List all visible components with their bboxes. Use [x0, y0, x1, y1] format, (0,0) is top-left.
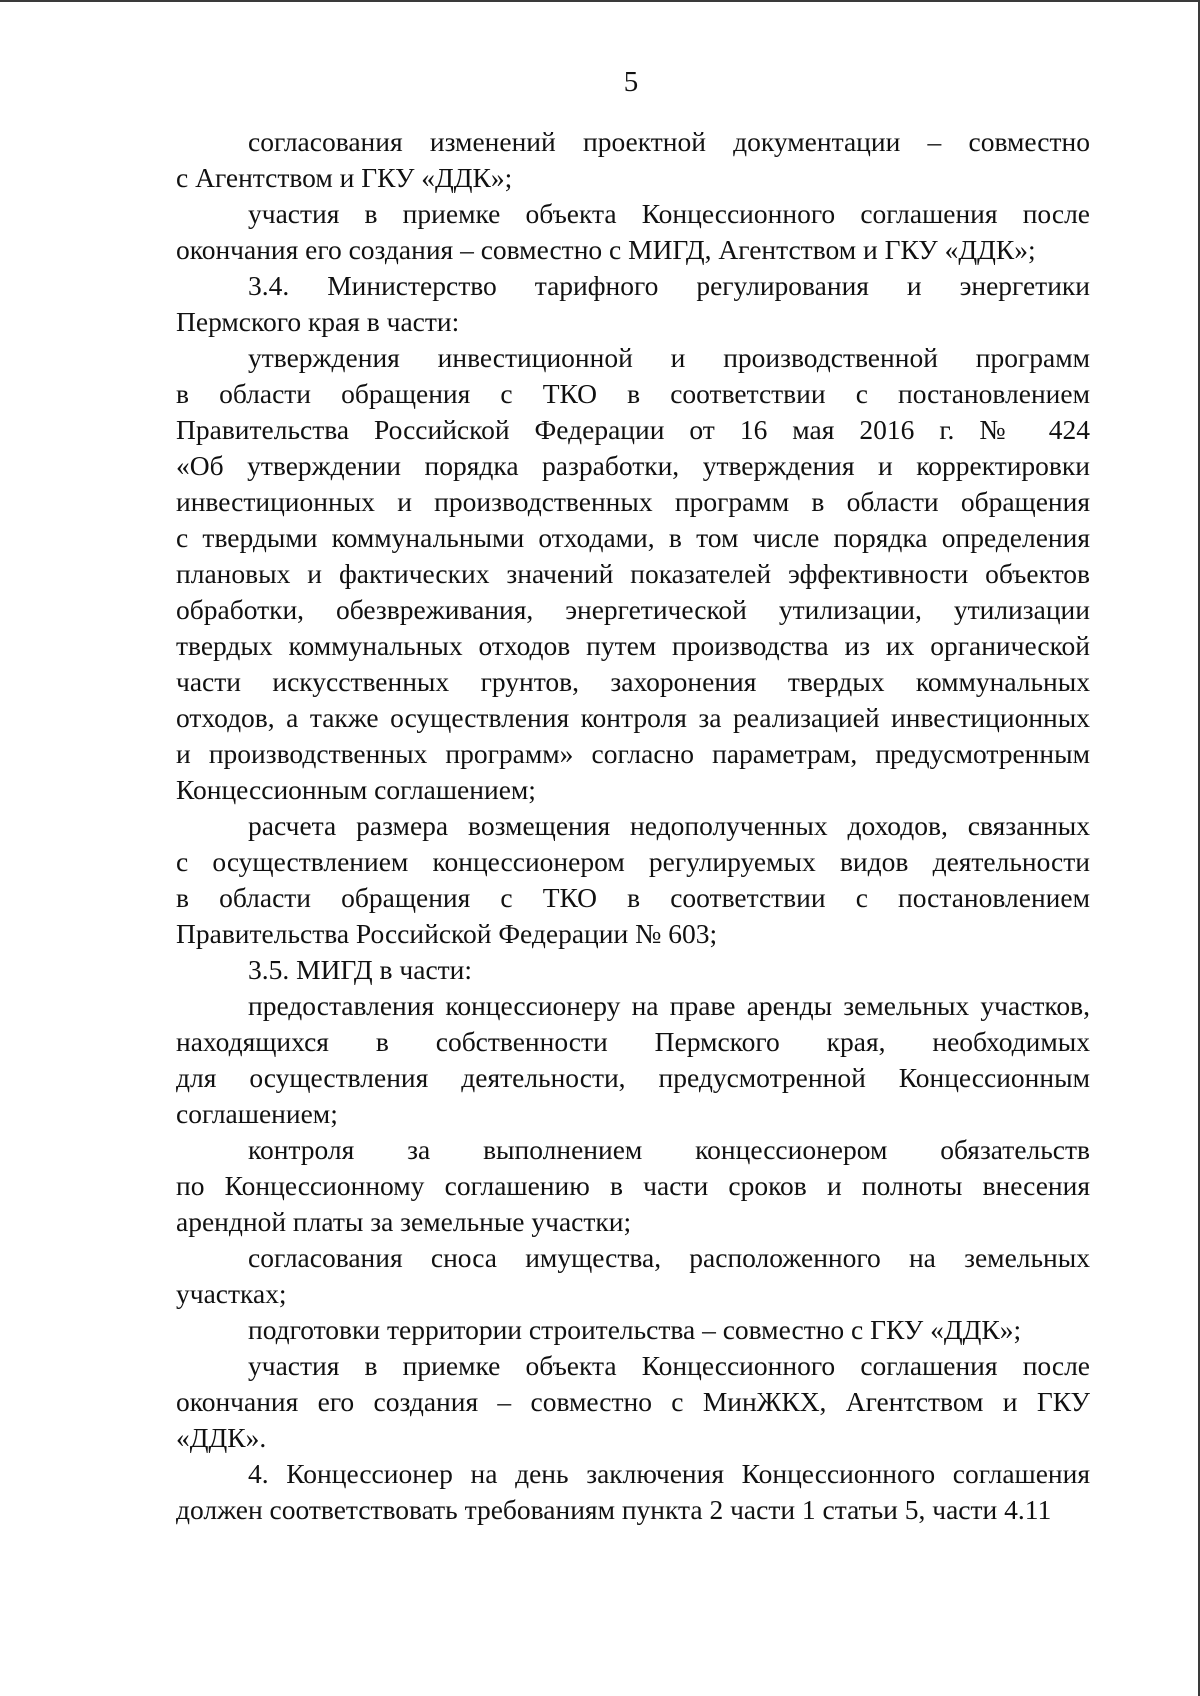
scan-border-top — [0, 0, 1200, 2]
text-line: с осуществлением концессионером регулируемых видов деятельности — [176, 846, 1090, 877]
text-line: участия в приемке объекта Концессионного соглашения после — [248, 1350, 1090, 1381]
text-line: инвестиционных и производственных программ в области обращения — [176, 486, 1090, 517]
text-line: «Об утверждении порядка разработки, утверждения и корректировки — [176, 450, 1090, 481]
text-line: для осуществления деятельности, предусмотренной Концессионным — [176, 1062, 1090, 1093]
text-line: соглашением; — [176, 1098, 338, 1129]
text-line: в области обращения с ТКО в соответствии с постановлением — [176, 378, 1090, 409]
text-line: с твердыми коммунальными отходами, в том числе порядка определения — [176, 522, 1090, 553]
document-body — [176, 124, 1090, 1528]
text-line: окончания его создания – совместно с МинЖКХ, Агентством и ГКУ — [176, 1386, 1090, 1417]
text-line: твердых коммунальных отходов путем производства из их органической — [176, 630, 1090, 661]
paragraph — [176, 1348, 1090, 1456]
paragraph — [176, 1240, 1090, 1312]
text-line: и производственных программ» согласно параметрам, предусмотренным — [176, 738, 1090, 769]
text-line: согласования изменений проектной документации – совместно — [248, 126, 1090, 157]
text-line: должен соответствовать требованиям пункта 2 части 1 статьи 5, части 4.11 — [176, 1494, 1052, 1525]
text-line: отходов, а также осуществления контроля за реализацией инвестиционных — [176, 702, 1090, 733]
paragraph — [176, 988, 1090, 1132]
text-line: части искусственных грунтов, захоронения твердых коммунальных — [176, 666, 1090, 697]
paragraph — [176, 124, 1090, 196]
text-line: участия в приемке объекта Концессионного соглашения после — [248, 198, 1090, 229]
text-line: обработки, обезвреживания, энергетической утилизации, утилизации — [176, 594, 1090, 625]
text-line: Правительства Российской Федерации № 603; — [176, 918, 718, 949]
text-line: по Концессионному соглашению в части сроков и полноты внесения — [176, 1170, 1090, 1201]
text-line: плановых и фактических значений показателей эффективности объектов — [176, 558, 1090, 589]
text-line: в области обращения с ТКО в соответствии с постановлением — [176, 882, 1090, 913]
text-line: предоставления концессионеру на праве аренды земельных участков, — [248, 990, 1090, 1021]
paragraph — [176, 1132, 1090, 1240]
text-line: 4. Концессионер на день заключения Концессионного соглашения — [248, 1458, 1090, 1489]
text-line: контроля за выполнением концессионером обязательств — [248, 1134, 1090, 1165]
text-line: Концессионным соглашением; — [176, 774, 536, 805]
text-line: Пермского края в части: — [176, 306, 460, 337]
text-line: 3.5. МИГД в части: — [248, 954, 473, 985]
paragraph — [176, 196, 1090, 268]
text-line: Правительства Российской Федерации от 16 мая 2016 г. № 424 — [176, 414, 1090, 445]
text-line: арендной платы за земельные участки; — [176, 1206, 632, 1237]
paragraph — [176, 268, 1090, 340]
text-line: 3.4. Министерство тарифного регулирования и энергетики — [248, 270, 1090, 301]
text-line: подготовки территории строительства – совместно с ГКУ «ДДК»; — [248, 1314, 1022, 1345]
text-line: расчета размера возмещения недополученных доходов, связанных — [248, 810, 1090, 841]
paragraph — [176, 808, 1090, 952]
text-line: согласования сноса имущества, расположенного на земельных — [248, 1242, 1090, 1273]
paragraph — [176, 952, 1090, 988]
text-line: находящихся в собственности Пермского края, необходимых — [176, 1026, 1090, 1057]
paragraph — [176, 1456, 1090, 1528]
page-number: 5 — [623, 66, 639, 98]
text-line: окончания его создания – совместно с МИГД, Агентством и ГКУ «ДДК»; — [176, 234, 1036, 265]
paragraph — [176, 1312, 1090, 1348]
text-line: утверждения инвестиционной и производственной программ — [248, 342, 1090, 373]
text-line: «ДДК». — [176, 1422, 267, 1453]
text-line: с Агентством и ГКУ «ДДК»; — [176, 162, 513, 193]
paragraph — [176, 340, 1090, 808]
text-line: участках; — [176, 1278, 287, 1309]
